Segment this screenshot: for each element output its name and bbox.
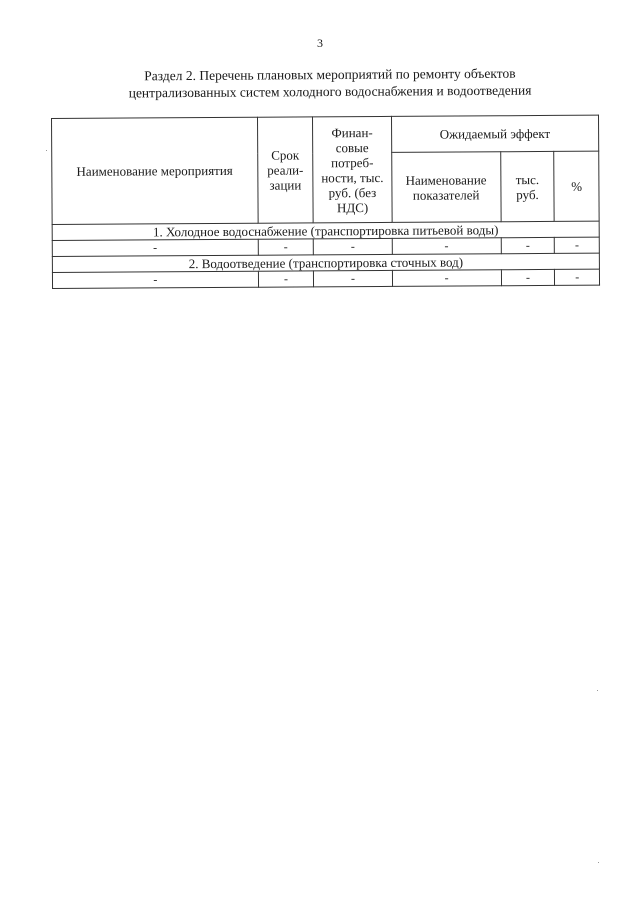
section-title-cell: 2. Водоотведение (транспортировка сточных вод) [52,253,599,272]
cell-finance: - [314,270,392,286]
cell-indicator: - [392,238,501,255]
section-title-cell: 1. Холодное водоснабжение (транспортировка питьевой воды) [52,221,599,240]
header-finance: Финан- совые потреб- ности, тыс. руб. (без НДС) [313,116,392,222]
table-row [52,269,599,288]
section-title [60,64,600,102]
header-indicator: Наименование показателей [391,152,500,223]
header-name: Наименование мероприятия [52,117,258,224]
header-thousand-rub: тыс. руб. [500,151,554,221]
cell-indicator: - [392,270,501,287]
scan-speck [598,862,599,863]
cell-name: - [52,239,258,256]
header-expected-effect: Ожидаемый эффект [391,115,599,152]
scan-speck [597,690,598,691]
scan-speck [46,150,47,151]
cell-thousand-rub: - [501,269,555,285]
cell-term: - [258,239,314,255]
section-title-line-2: централизованных систем холодного водоснабжения и водоотведения [128,82,532,101]
header-percent: % [554,151,599,221]
header-term: Срок реали- зации [257,117,313,223]
cell-name: - [52,271,258,288]
header-row-top [52,115,599,154]
cell-term: - [258,271,314,287]
cell-percent: - [555,269,600,285]
plan-table [51,115,600,289]
cell-thousand-rub: - [501,237,555,253]
cell-finance: - [314,238,392,254]
section-title-line-1: Раздел 2. Перечень плановых мероприятий по ремонту объектов [144,65,516,84]
cell-percent: - [555,237,600,253]
page-number: 3 [317,36,323,50]
